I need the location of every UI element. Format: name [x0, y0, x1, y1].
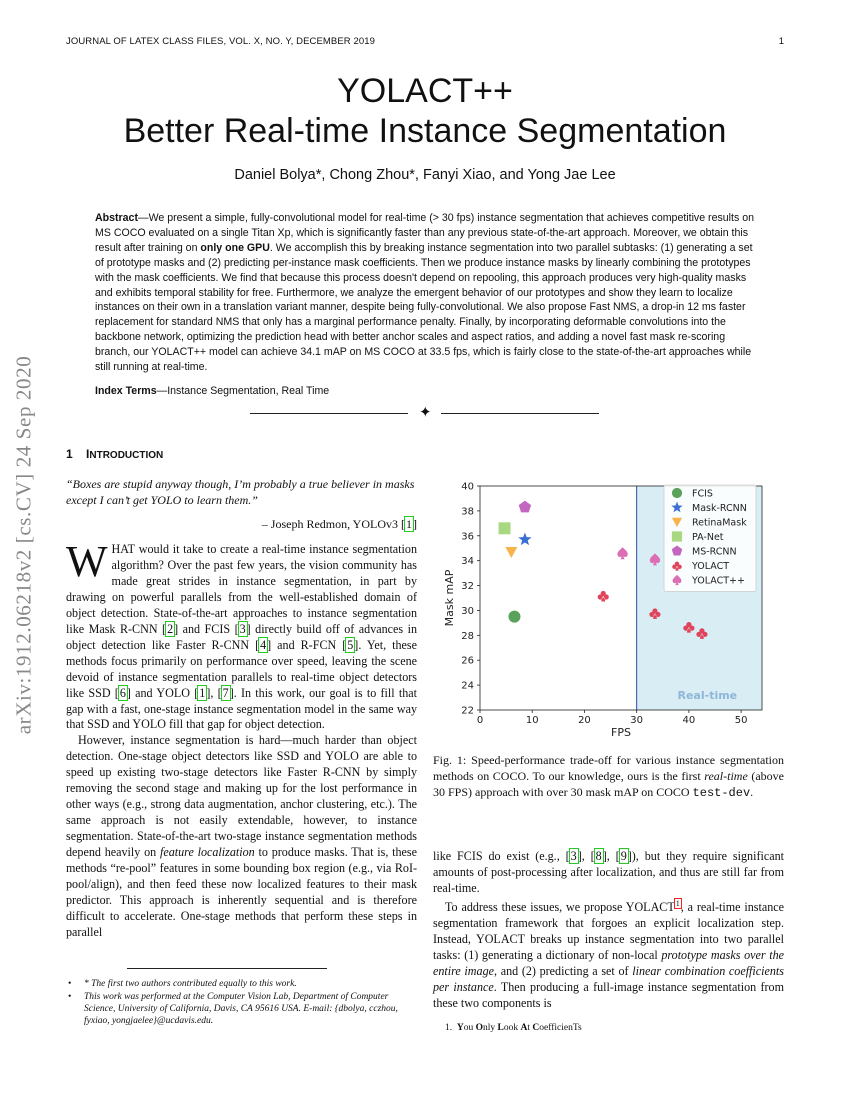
section-heading [66, 447, 163, 461]
y-tick-label: 40 [461, 481, 474, 493]
citation-link[interactable]: 3 [239, 621, 246, 636]
point-mask-rcnn [518, 533, 531, 546]
section-title-rest: NTRODUCTION [89, 450, 164, 461]
speed-performance-chart [436, 478, 786, 738]
text: ]), but they require significant amounts of post-processing after localization, and thus are still far from real-time. [433, 849, 784, 895]
abstract [95, 211, 755, 375]
citation-link[interactable]: 1 [406, 517, 412, 531]
separator-rule-left [250, 413, 408, 414]
epigraph-quote: “Boxes are stupid anyway though, I’m probably a true believer in masks except I can’t get YOLO to learn them.” [66, 477, 415, 507]
text: . Then producing a full-image instance segmentation from these two components is [433, 980, 784, 1011]
text: ] and YOLO [ [126, 685, 199, 700]
legend-marker [672, 531, 682, 541]
footnote-rule [127, 968, 327, 969]
citation-link[interactable]: 5 [347, 637, 354, 652]
intro-paragraph-1 [66, 537, 417, 733]
realtime-label: Real-time [677, 688, 738, 702]
right-paragraph-1 [433, 848, 784, 896]
text: , a real-time instance segmentation framework that forgoes an explicit localization step. Instead, YOLACT breaks up instance segmentation into two parallel tasks: (1) generating a dictionary of non-local [433, 900, 785, 963]
index-terms [95, 385, 329, 397]
text: to produce masks. That is, these methods “re-pool” features in some bounding box region (e.g., via RoI-pool/align), and then feed these now localized features to their mask predictor. This approach is inherently sequential and is therefore difficult to accelerate. One-stage methods that perform these steps in parallel [66, 845, 417, 939]
citation-link[interactable]: 3 [570, 849, 577, 863]
x-tick-label: 10 [525, 715, 539, 726]
page-number: 1 [778, 36, 784, 47]
y-tick-label: 32 [461, 581, 474, 593]
legend-label: Mask-RCNN [692, 503, 747, 514]
legend-label: MS-RCNN [692, 546, 737, 558]
citation-link[interactable]: 4 [260, 637, 267, 652]
section-number: 1 [66, 447, 73, 461]
legend-label: RetinaMask [692, 517, 747, 529]
citation-link[interactable]: 8 [595, 849, 602, 863]
point-yolact [598, 591, 609, 602]
y-tick-label: 30 [461, 605, 474, 617]
x-tick-label: 50 [734, 715, 748, 726]
legend-label: YOLACT++ [692, 575, 745, 587]
abstract-label: Abstract [95, 212, 138, 224]
citation-link[interactable]: 6 [119, 685, 126, 700]
caption-text: (above 30 FPS) approach with over 30 mask mAP on COCO [433, 769, 784, 799]
x-tick-label: 20 [578, 715, 591, 726]
text: ], [ [602, 849, 620, 863]
legend-label: FCIS [692, 488, 713, 500]
attribution-prefix: – Joseph Redmon, YOLOv3 [ [261, 517, 405, 531]
running-header: JOURNAL OF LATEX CLASS FILES, VOL. X, NO. Y, DECEMBER 2019 [66, 36, 376, 47]
legend-label: YOLACT [692, 561, 730, 572]
caption-text: . [750, 785, 754, 799]
emphasis: linear combination coefficients per instance [433, 964, 784, 995]
authors: Daniel Bolya*, Chong Zhou*, Fanyi Xiao, and Yong Jae Lee [234, 167, 616, 183]
index-terms-text: —Instance Segmentation, Real Time [156, 385, 330, 397]
footnote-number: 1. [445, 1023, 453, 1033]
footnotes [66, 978, 417, 1028]
text: However, instance segmentation is hard—much harder than object detection. One-stage object detectors like SSD and YOLO are able to speed up existing two-stage detectors like Faster R-CNN by simply removing the second stage and making up for the lost performance in other ways (e.g., strong data augmentation, anchor clustering, etc.). The same approach is not easily extendable, however, to instance segmentation. State-of-the-art two-stage instance segmentation methods depend heavily on [66, 733, 417, 860]
intro-body-left [66, 537, 417, 941]
caption-emphasis: real-time [704, 769, 748, 783]
text: To address these issues, we propose YOLACT [445, 900, 675, 915]
footnote-acronym-text: You Only Look At CoefficienTs [456, 1023, 582, 1033]
separator-diamond-icon: ✦ [419, 405, 432, 421]
x-tick-label: 0 [476, 715, 484, 726]
text: , and (2) predicting a set of [494, 964, 633, 979]
text: ]. In this work, our goal is to fill that gap with a fast, one-stage instance segmentation model in the same way that SSD and YOLO fill that gap for object detection. [66, 685, 417, 732]
attribution-suffix: ] [413, 517, 417, 531]
y-tick-label: 28 [461, 630, 474, 642]
arxiv-stamp-text: arXiv:1912.06218v2 [cs.CV] 24 Sep 2020 [11, 355, 36, 735]
y-tick-label: 34 [461, 556, 474, 568]
intro-body-right [433, 848, 784, 1011]
citation-link[interactable]: 7 [222, 685, 229, 700]
text: like FCIS do exist (e.g., [ [433, 849, 570, 863]
citation-link[interactable]: 1 [199, 685, 206, 700]
footnote-acronym [445, 1023, 582, 1033]
citation-link[interactable]: 2 [167, 621, 174, 636]
epigraph-attribution [262, 517, 417, 532]
paper-title-line1: YOLACT++ [337, 72, 513, 110]
paper-title-line2: Better Real-time Instance Segmentation [123, 112, 727, 150]
intro-paragraph-2 [66, 733, 417, 940]
text: ] and R-FCN [ [267, 637, 347, 652]
citation-link[interactable]: 9 [620, 849, 627, 863]
point-retinamask [505, 547, 517, 558]
text: ], [ [206, 685, 222, 700]
emphasis: feature localization [160, 845, 255, 860]
text: ] directly build off of advances in object detection like Faster R-CNN [ [66, 621, 417, 652]
text: ]. Yet, these methods focus primarily on performance over speed, leaving the scene devoid of instance segmentation parallels to real-time object detectors like SSD [ [66, 637, 417, 700]
point-fcis [508, 611, 520, 623]
dropcap: W [66, 537, 108, 586]
arxiv-stamp [6, 300, 42, 790]
y-tick-label: 36 [461, 531, 474, 543]
point-yolactpp [617, 547, 627, 559]
abstract-text-b: . We accomplish this by breaking instance segmentation into two parallel subtasks: (1) generating a set of prototype masks and (2) predicting per-instance mask coefficients. Then we produce instance masks by linearly combining the prototypes with the mask coefficients. We find that because this process doesn't depend on repooling, this approach produces very high-quality masks and exhibits temporal stability for free. Furthermore, we analyze the emergent behavior of our prototypes and show they learn to localize instances on their own in a translation variant manner, despite being fully-convolutional. We also propose Fast NMS, a drop-in 12 ms faster replacement for standard NMS that only has a marginal performance penalty. Finally, by incorporating deformable convolutions into the backbone network, optimizing the prediction head with better anchor scales and aspect ratios, and adding a novel fast mask re-scoring branch, our YOLACT++ model can achieve 34.1 mAP on MS COCO at 33.5 fps, which is fairly close to the state-of-the-art approaches while still running at real-time. [95, 241, 753, 374]
right-paragraph-2 [433, 896, 784, 1011]
section-first-letter: I [86, 447, 90, 461]
caption-code: test-dev [692, 786, 751, 800]
text: would it take to create a real-time instance segmentation algorithm? Over the past few years, the vision community has made great strides in instance segmentation, in part by drawing on powerful parallels from the well-established domain of object detection. State-of-the-art approaches to instance segmentation like Mask R-CNN [ [66, 542, 417, 636]
x-tick-label: 30 [630, 715, 644, 726]
y-tick-label: 22 [461, 705, 474, 717]
dropcap-lead: HAT [111, 542, 136, 556]
caption-text: Fig. 1: Speed-performance trade-off for various instance segmentation methods on COCO. To our knowledge, ours is the first [433, 753, 784, 783]
emphasis: prototype masks over the entire image [433, 948, 785, 979]
y-tick-label: 24 [461, 680, 474, 692]
figure-caption [433, 752, 784, 801]
x-tick-label: 40 [682, 715, 696, 726]
x-axis-label: FPS [611, 726, 631, 738]
footnote-link[interactable]: 1 [675, 899, 680, 908]
point-ms-rcnn [519, 501, 531, 513]
index-terms-label: Index Terms [95, 385, 157, 397]
abstract-text-a: —We present a simple, fully-convolutional model for real-time (> 30 fps) instance segmentation that achieves competitive results on MS COCO evaluated on a single Titan Xp, which is significantly faster than any previous state-of-the-art approach. Moreover, we obtain this result after training on [95, 212, 754, 254]
y-axis-label: Mask mAP [443, 569, 456, 627]
abstract-bold: only one GPU [200, 241, 270, 254]
legend-label: PA-Net [692, 532, 724, 543]
point-pa-net [499, 522, 511, 534]
y-tick-label: 26 [461, 655, 474, 667]
footnote-item: • * The first two authors contributed equally to this work. [66, 978, 417, 990]
separator-rule-right [441, 413, 599, 414]
y-tick-label: 38 [461, 506, 474, 518]
legend-marker [672, 488, 682, 498]
text: ] and FCIS [ [174, 621, 239, 636]
text: ], [ [577, 849, 595, 863]
footnote-item: • This work was performed at the Computer Vision Lab, Department of Computer Science, University of California, Davis, CA 95616 USA. E-mail: {dbolya, cczhou, fyxiao, yongjaelee}@ucdavis.edu. [66, 991, 417, 1027]
